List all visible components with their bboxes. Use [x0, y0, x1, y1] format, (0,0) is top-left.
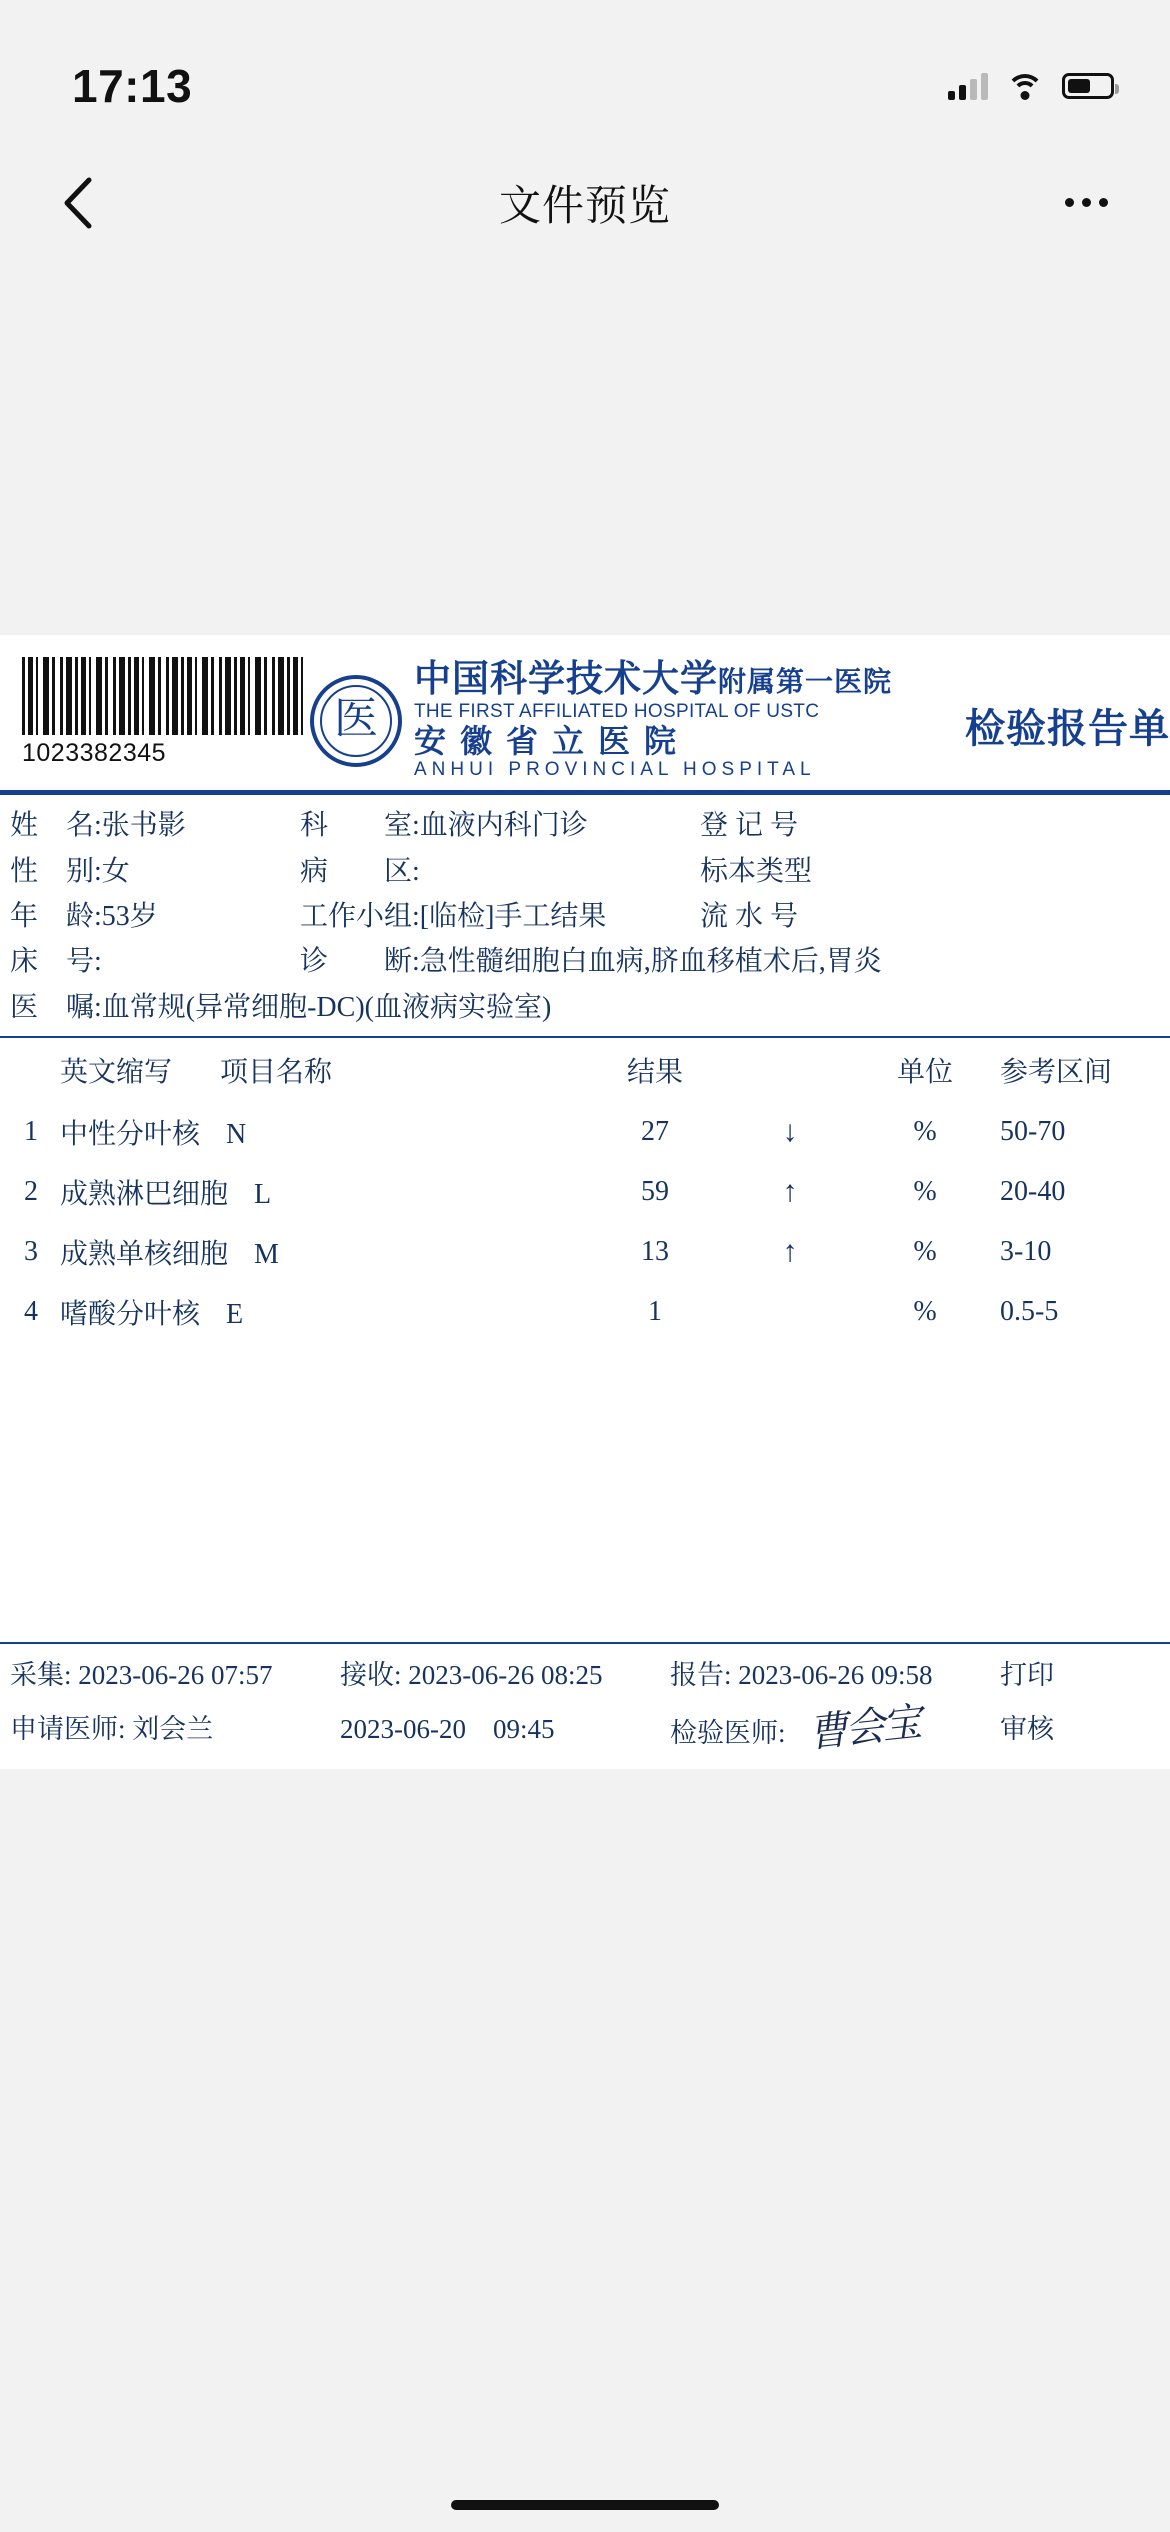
barcode-number: 1023382345: [22, 739, 167, 767]
ward-label: 病 区:: [300, 855, 420, 887]
sample-type-label: 标本类型: [700, 855, 813, 887]
row-flag: [730, 1282, 850, 1342]
nav-bar: [0, 150, 1170, 255]
col-abbr: 英文缩写: [60, 1057, 173, 1089]
collect-label: 采集:: [10, 1660, 72, 1691]
row-reference: 50-70: [1000, 1116, 1066, 1148]
gender-label: 性 别:: [10, 855, 102, 887]
row-index: 1: [24, 1116, 38, 1148]
row-result: 13: [641, 1236, 669, 1268]
receive-label: 接收:: [340, 1660, 402, 1691]
col-flag: [730, 1038, 850, 1102]
hospital-emblem-icon: [310, 675, 402, 767]
col-reference: 参考区间: [1000, 1057, 1113, 1089]
row-item-abbr: E: [226, 1299, 244, 1331]
row-result: 1: [648, 1296, 662, 1328]
apply-date: 2023-06-20 09:45: [340, 1713, 555, 1744]
row-reference: 0.5-5: [1000, 1296, 1059, 1328]
table-row: [0, 1222, 1170, 1282]
row-flag: ↑: [782, 1175, 798, 1209]
row-item-name: 中性分叶核: [60, 1119, 201, 1151]
barcode-block: [0, 657, 310, 768]
results-table: [0, 1038, 1170, 1342]
serial-label: 流 水 号: [700, 901, 799, 933]
battery-icon: [1062, 73, 1114, 99]
row-item-name: 嗜酸分叶核: [60, 1299, 201, 1331]
report-time-value: 2023-06-26 09:58: [738, 1660, 933, 1691]
name-value: 张书影: [101, 810, 186, 842]
row-item: [60, 1162, 580, 1222]
col-item-name: 项目名称: [220, 1057, 333, 1089]
row-index: 3: [24, 1236, 38, 1268]
hospital-logo-block: [310, 657, 959, 780]
test-doctor-signature: 曹会宝: [806, 1699, 922, 1757]
hospital-name-en-alt: ANHUI PROVINCIAL HOSPITAL: [414, 759, 816, 781]
diagnosis-label: 诊 断:: [300, 946, 420, 978]
document-preview-area[interactable]: [0, 255, 1170, 2532]
row-item: [60, 1282, 580, 1342]
barcode-icon: [22, 657, 307, 735]
age-label: 年 龄:: [10, 901, 102, 933]
dept-label: 科 室:: [300, 810, 420, 842]
info-row-name: [10, 803, 1170, 848]
row-item-name: 成熟单核细胞: [60, 1239, 229, 1271]
registration-label: 登 记 号: [700, 810, 799, 842]
dept-value: 血液内科门诊: [419, 810, 588, 842]
patient-info: [0, 795, 1170, 1036]
test-doctor-label: 检验医师:: [670, 1718, 786, 1749]
status-time: 17:13: [72, 60, 193, 112]
info-row-age: [10, 894, 1170, 939]
row-unit: %: [913, 1236, 937, 1268]
report-time-label: 报告:: [670, 1660, 732, 1691]
table-header-row: [0, 1038, 1170, 1102]
table-row: [0, 1102, 1170, 1162]
report-title: 检验报告单: [965, 706, 1170, 751]
hospital-name-cn-suffix: 附属第一医院: [718, 667, 893, 698]
row-item-abbr: L: [254, 1179, 272, 1211]
col-result: 结果: [626, 1057, 683, 1089]
order-label: 医 嘱:: [10, 991, 102, 1023]
name-label: 姓 名:: [10, 810, 102, 842]
results-table-head: [0, 1038, 1170, 1102]
row-item-abbr: M: [254, 1239, 279, 1271]
row-unit: %: [913, 1116, 937, 1148]
row-item: [60, 1222, 580, 1282]
apply-doctor-value: 刘会兰: [132, 1713, 214, 1744]
footer-row-doctors: [10, 1697, 1160, 1761]
row-flag: ↓: [782, 1115, 798, 1149]
row-item-abbr: N: [226, 1119, 247, 1151]
wifi-icon: [1006, 72, 1044, 100]
row-reference: 20-40: [1000, 1176, 1066, 1208]
report-header: [0, 635, 1170, 786]
table-row: [0, 1162, 1170, 1222]
status-bar: [0, 0, 1170, 150]
info-row-gender: [10, 849, 1170, 894]
bed-label: 床 号:: [10, 946, 102, 978]
results-table-body: [0, 1102, 1170, 1342]
table-row: [0, 1282, 1170, 1342]
workgroup-label: 工作小组:: [300, 901, 420, 933]
apply-doctor-label: 申请医师:: [10, 1713, 126, 1744]
row-index: 4: [24, 1296, 38, 1328]
page-title: 文件预览: [498, 181, 671, 229]
table-blank-space: [0, 1342, 1170, 1642]
more-options-button[interactable]: [1056, 173, 1116, 233]
row-unit: %: [913, 1296, 937, 1328]
row-index: 2: [24, 1176, 38, 1208]
hospital-name-en: THE FIRST AFFILIATED HOSPITAL OF USTC: [414, 700, 820, 722]
print-label: 打印: [1000, 1660, 1054, 1691]
lab-report-document: [0, 635, 1170, 1769]
row-unit: %: [913, 1176, 937, 1208]
hospital-name-block: [414, 661, 892, 780]
hospital-name-cn: [414, 661, 892, 700]
order-value: 血常规(异常细胞-DC)(血液病实验室): [101, 991, 552, 1023]
audit-label: 审核: [1000, 1713, 1054, 1744]
row-flag: ↑: [782, 1235, 798, 1269]
collect-value: 2023-06-26 07:57: [78, 1660, 273, 1691]
home-indicator[interactable]: [451, 2500, 719, 2510]
col-index: [0, 1038, 60, 1102]
age-value: 53岁: [101, 901, 158, 933]
hospital-emblem-glyph: 医: [334, 693, 378, 743]
row-result: 59: [641, 1176, 669, 1208]
report-footer: [0, 1644, 1170, 1769]
footer-row-times: [10, 1654, 1160, 1697]
diagnosis-value: 急性髓细胞白血病,脐血移植术后,胃炎: [419, 946, 882, 978]
hospital-name-cn-main: 中国科学技术大学: [414, 659, 718, 700]
row-result: 27: [641, 1116, 669, 1148]
row-reference: 3-10: [1000, 1236, 1052, 1268]
cellular-signal-icon: [948, 72, 988, 100]
info-row-order: [10, 985, 1170, 1030]
row-item-name: 成熟淋巴细胞: [60, 1179, 229, 1211]
gender-value: 女: [101, 855, 130, 887]
status-icons: [948, 50, 1114, 100]
hospital-name-cn-alt: 安徽省立医院: [414, 722, 691, 759]
row-item: [60, 1102, 580, 1162]
receive-value: 2023-06-26 08:25: [408, 1660, 603, 1691]
col-unit: 单位: [896, 1057, 953, 1089]
info-row-bed: [10, 939, 1170, 984]
workgroup-value: [临检]手工结果: [419, 901, 607, 933]
